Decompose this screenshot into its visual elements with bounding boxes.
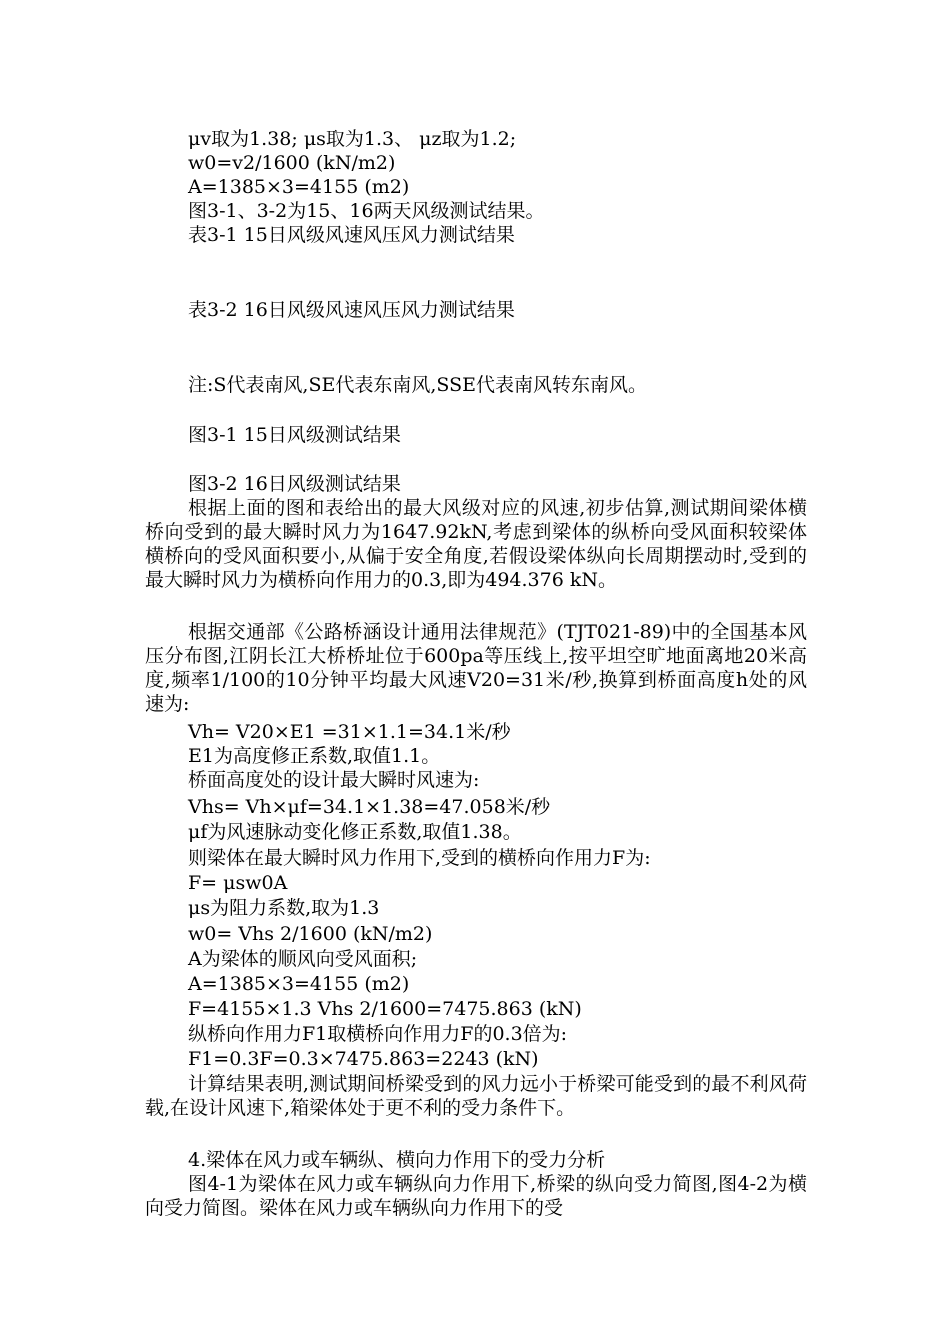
- formula-mus-note: μs为阻力系数,取为1.3: [188, 897, 380, 919]
- table-3-2-caption: 表3-2 16日风级风速风压风力测试结果: [188, 299, 515, 321]
- area-formula-line: A=1385×3=4155 (m2): [188, 176, 410, 198]
- pressure-formula-line: w0=v2/1600 (kN/m2): [188, 152, 396, 174]
- formula-f: F= μsw0A: [188, 872, 288, 894]
- formula-area-note: A为梁体的顺风向受风面积;: [188, 948, 418, 970]
- estimate-paragraph: 根据上面的图和表给出的最大风级对应的风速,初步估算,测试期间梁体横桥向受到的最大瞬时风力为1647.92kN,考虑到梁体的纵桥向受风面积较梁体横桥向的受风面积要小,从偏于安全角度,若假设梁体纵向长周期摆动时,受到的最大瞬时风力为横桥向作用力的0.3,即为494.376 kN。: [145, 497, 807, 591]
- figure-intro-line: 图3-1、3-2为15、16两天风级测试结果。: [188, 200, 545, 222]
- figure-3-2-caption: 图3-2 16日风级测试结果: [188, 473, 401, 495]
- formula-muf-note: μf为风速脉动变化修正系数,取值1.38。: [188, 821, 522, 843]
- formula-design-speed-intro: 桥面高度处的设计最大瞬时风速为:: [188, 769, 480, 791]
- section-4-heading: 4.梁体在风力或车辆纵、横向力作用下的受力分析: [188, 1149, 606, 1171]
- formula-vhs: Vhs= Vh×μf=34.1×1.38=47.058米/秒: [188, 796, 551, 818]
- formula-e1-note: E1为高度修正系数,取值1.1。: [188, 745, 441, 767]
- formula-f1-value: F1=0.3F=0.3×7475.863=2243 (kN): [188, 1048, 539, 1070]
- figure-3-1-caption: 图3-1 15日风级测试结果: [188, 424, 401, 446]
- formula-f-value: F=4155×1.3 Vhs 2/1600=7475.863 (kN): [188, 998, 582, 1020]
- code-paragraph: 根据交通部《公路桥涵设计通用法律规范》(TJT021-89)中的全国基本风压分布图,江阴长江大桥桥址位于600pa等压线上,按平坦空旷地面离地20米高度,频率1/100的10分钟平均最大风速V20=31米/秒,换算到桥面高度h处的风速为:: [145, 621, 807, 715]
- table-3-1-caption: 表3-1 15日风级风速风压风力测试结果: [188, 224, 515, 246]
- formula-area: A=1385×3=4155 (m2): [188, 973, 410, 995]
- conclusion-paragraph: 计算结果表明,测试期间桥梁受到的风力远小于桥梁可能受到的最不利风荷载,在设计风速下,箱梁体处于更不利的受力条件下。: [145, 1073, 807, 1119]
- table-note: 注:S代表南风,SE代表东南风,SSE代表南风转东南风。: [188, 374, 647, 396]
- formula-force-intro: 则梁体在最大瞬时风力作用下,受到的横桥向作用力F为:: [188, 847, 651, 869]
- formula-vh: Vh= V20×E1 =31×1.1=34.1米/秒: [188, 721, 511, 743]
- formula-f1-intro: 纵桥向作用力F1取横桥向作用力F的0.3倍为:: [188, 1023, 568, 1045]
- coefficient-line: μv取为1.38; μs取为1.3、 μz取为1.2;: [188, 128, 517, 150]
- section-4-paragraph: 图4-1为梁体在风力或车辆纵向力作用下,桥梁的纵向受力简图,图4-2为横向受力简图。梁体在风力或车辆纵向力作用下的受: [145, 1173, 807, 1219]
- formula-w0: w0= Vhs 2/1600 (kN/m2): [188, 923, 433, 945]
